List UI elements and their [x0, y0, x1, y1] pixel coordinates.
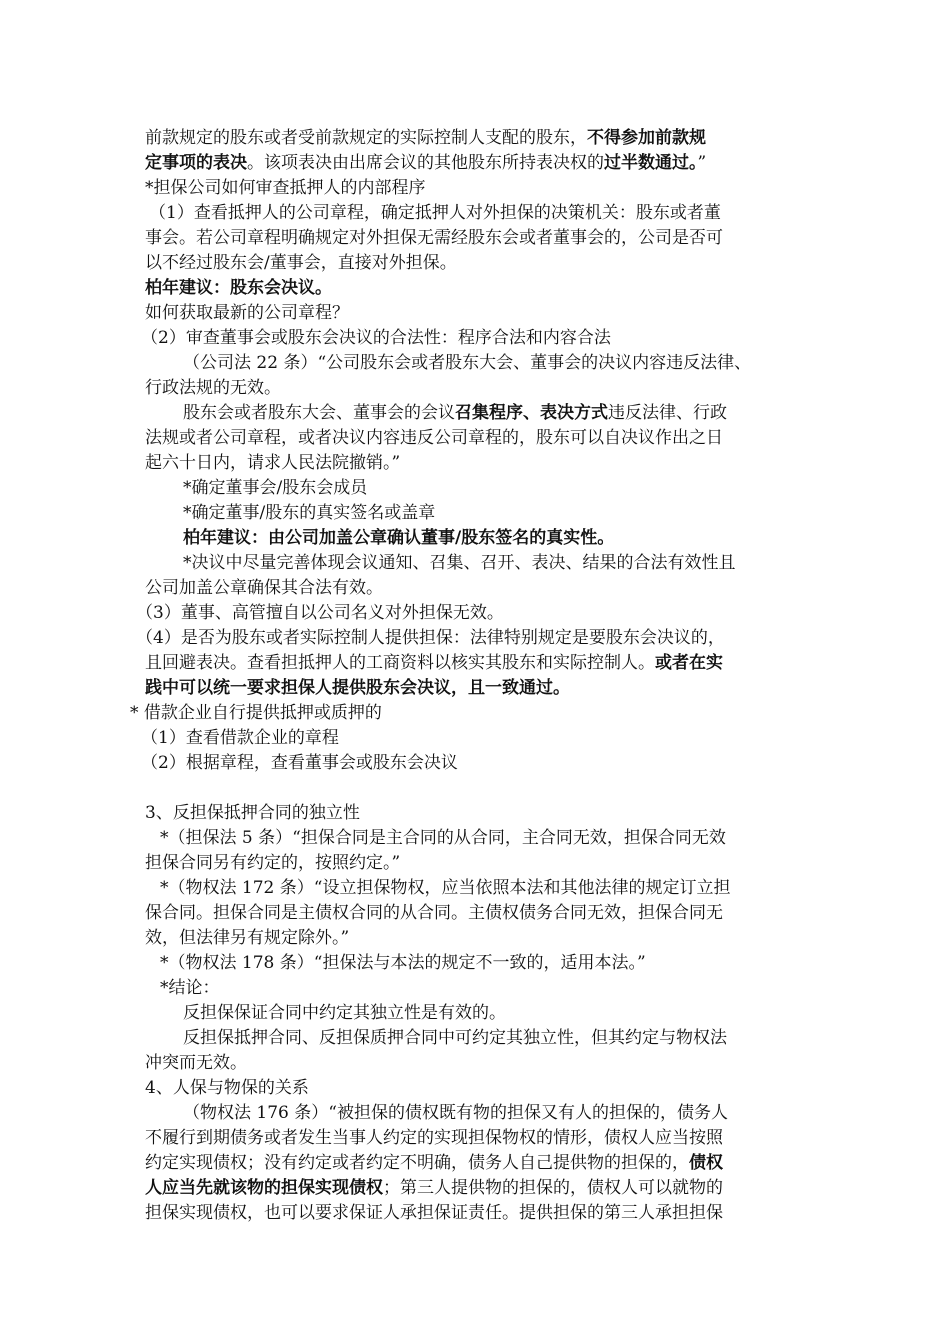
text-line: *确定董事/股东的真实签名或盖章 [183, 503, 436, 523]
text-line: * 借款企业自行提供抵押或质押的 [130, 703, 382, 723]
text-line: 践中可以统一要求担保人提供股东会决议，且一致通过。 [145, 678, 570, 698]
text-line: 不履行到期债务或者发生当事人约定的实现担保物权的情形，债权人应当按照 [145, 1128, 723, 1148]
text-line: *（担保法 5 条）“担保合同是主合同的从合同，主合同无效，担保合同无效 [160, 828, 726, 848]
section-heading: 3、反担保抵押合同的独立性 [145, 803, 360, 823]
text-line: *（物权法 178 条）“担保法与本法的规定不一致的，适用本法。” [160, 953, 646, 973]
text-line: 起六十日内，请求人民法院撤销。” [145, 453, 401, 473]
text-line: （公司法 22 条）“公司股东会或者股东大会、董事会的决议内容违反法律、 [183, 353, 752, 373]
text-line: 保合同。担保合同是主债权合同的从合同。主债权债务合同无效，担保合同无 [145, 903, 723, 923]
text-line: 反担保保证合同中约定其独立性是有效的。 [183, 1003, 506, 1023]
text-line: *担保公司如何审查抵押人的内部程序 [145, 178, 426, 198]
text-line: 如何获取最新的公司章程？ [145, 303, 349, 323]
text-line: 反担保抵押合同、反担保质押合同中可约定其独立性，但其约定与物权法 [183, 1028, 727, 1048]
text-line: 柏年建议：由公司加盖公章确认董事/股东签名的真实性。 [183, 528, 615, 548]
text-line: （3）董事、高管擅自以公司名义对外担保无效。 [136, 603, 504, 623]
section-heading: 4、人保与物保的关系 [145, 1078, 309, 1098]
text-line: 担保合同另有约定的，按照约定。” [145, 853, 401, 873]
text-line: 行政法规的无效。 [145, 378, 281, 398]
text-line: 以不经过股东会/董事会，直接对外担保。 [145, 253, 457, 273]
text-line: 法规或者公司章程，或者决议内容违反公司章程的，股东可以自决议作出之日 [145, 428, 723, 448]
text-line: 效，但法律另有规定除外。” [145, 928, 350, 948]
text-line: 且回避表决。查看担抵押人的工商资料以核实其股东和实际控制人。或者在实 [145, 653, 723, 673]
text-line: 事会。若公司章程明确规定对外担保无需经股东会或者董事会的，公司是否可 [145, 228, 723, 248]
text-line: （1）查看抵押人的公司章程，确定抵押人对外担保的决策机关：股东或者董 [149, 203, 721, 223]
text-line: （物权法 176 条）“被担保的债权既有物的担保又有人的担保的，债务人 [183, 1103, 728, 1123]
text-line: 人应当先就该物的担保实现债权；第三人提供物的担保的，债权人可以就物的 [145, 1178, 723, 1198]
text-line: 定事项的表决。该项表决由出席会议的其他股东所持表决权的过半数通过。” [145, 153, 707, 173]
text-line: 冲突而无效。 [145, 1053, 247, 1073]
text-line: （1）查看借款企业的章程 [141, 728, 339, 748]
text-line: （2）审查董事会或股东会决议的合法性：程序合法和内容合法 [141, 328, 611, 348]
text-line: *决议中尽量完善体现会议通知、召集、召开、表决、结果的合法有效性且 [183, 553, 736, 573]
text-line: *确定董事会/股东会成员 [183, 478, 368, 498]
text-line: （4）是否为股东或者实际控制人提供担保：法律特别规定是要股东会决议的， [136, 628, 725, 648]
text-line: 约定实现债权；没有约定或者约定不明确，债务人自己提供物的担保的，债权 [145, 1153, 723, 1173]
text-line: *结论： [160, 978, 220, 998]
text-line: 股东会或者股东大会、董事会的会议召集程序、表决方式违反法律、行政 [183, 403, 727, 423]
text-line: 柏年建议：股东会决议。 [145, 278, 332, 298]
text-line: 担保实现债权，也可以要求保证人承担保证责任。提供担保的第三人承担担保 [145, 1203, 723, 1223]
text-line: 公司加盖公章确保其合法有效。 [145, 578, 383, 598]
text-line: 前款规定的股东或者受前款规定的实际控制人支配的股东，不得参加前款规 [145, 128, 706, 148]
text-line: *（物权法 172 条）“设立担保物权，应当依照本法和其他法律的规定订立担 [160, 878, 731, 898]
text-line: （2）根据章程，查看董事会或股东会决议 [141, 753, 458, 773]
